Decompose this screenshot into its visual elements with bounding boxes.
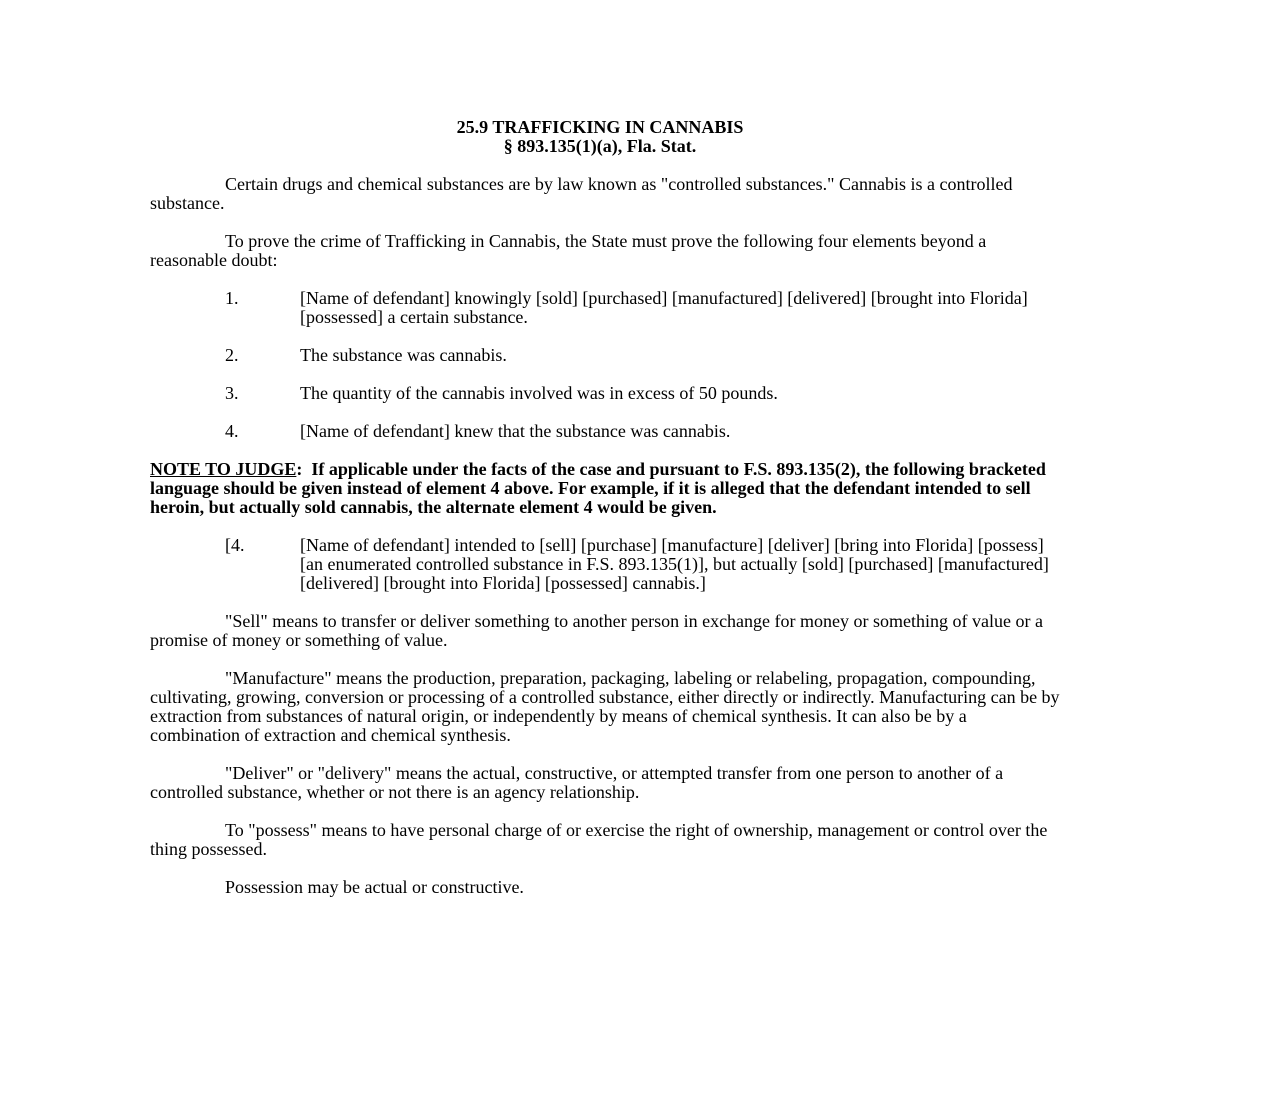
element-number: 4.: [225, 421, 239, 441]
element-text: [Name of defendant] knowingly [sold] [purchased] [manufactured] [delivered] [brought into Florida] [possessed] a certain substance.: [300, 288, 1028, 327]
element-number: [4.: [225, 535, 245, 555]
element-text: [Name of defendant] intended to [sell] [purchase] [manufacture] [deliver] [bring into Florida] [possess] [an enumerated controlled substance in F.S. 893.135(1)], but actually [sold] [purchased] [manufactured] [delivered] [brought into Florida] [possessed] cannabis.]: [300, 535, 1049, 593]
definition-sell: "Sell" means to transfer or deliver something to another person in exchange for money or something of value or a promise of money or something of value.: [150, 611, 1043, 650]
document-page: [150, 118, 1060, 897]
title-statute: § 893.135(1)(a), Fla. Stat.: [503, 136, 697, 156]
note-to-judge: NOTE TO JUDGE: If applicable under the facts of the case and pursuant to F.S. 893.135(2), the following bracketed language should be given instead of element 4 above. For example, if it is alleged that the defendant intended to sell heroin, but actually sold cannabis, the alternate element 4 would be given.: [150, 459, 1046, 517]
title-line-1: 25.9 TRAFFICKING IN CANNABIS: [456, 117, 744, 137]
elements-intro-paragraph: To prove the crime of Trafficking in Cannabis, the State must prove the following four elements beyond a reasonable doubt:: [150, 231, 987, 270]
element-number: 3.: [225, 383, 239, 403]
note-label: NOTE TO JUDGE: [150, 459, 297, 479]
element-text: [Name of defendant] knew that the substance was cannabis.: [300, 421, 731, 441]
element-item-3: [150, 384, 1060, 403]
element-text: The substance was cannabis.: [300, 345, 507, 365]
element-text: The quantity of the cannabis involved was in excess of 50 pounds.: [300, 383, 778, 403]
definition-possess: To "possess" means to have personal charge of or exercise the right of ownership, management or control over the thing possessed.: [150, 820, 1048, 859]
note-text: If applicable under the facts of the case and pursuant to F.S. 893.135(2), the following bracketed language should be given instead of element 4 above. For example, if it is alleged that the defendant intended to sell heroin, but actually sold cannabis, the alternate element 4 would be given.: [150, 459, 1046, 517]
element-item-1: [150, 289, 1060, 327]
element-number: 2.: [225, 345, 239, 365]
intro-paragraph: Certain drugs and chemical substances are by law known as "controlled substances." Cannabis is a controlled substance.: [150, 174, 1013, 213]
definition-possession: Possession may be actual or constructive.: [225, 877, 524, 897]
element-item-2: [150, 346, 1060, 365]
definition-deliver: "Deliver" or "delivery" means the actual, constructive, or attempted transfer from one person to another of a controlled substance, whether or not there is an agency relationship.: [150, 763, 1004, 802]
document-title: [150, 118, 1060, 156]
element-item-4: [150, 422, 1060, 441]
definition-manufacture: "Manufacture" means the production, preparation, packaging, labeling or relabeling, propagation, compounding, cultivating, growing, conversion or processing of a controlled substance, either directly or indirectly. Manufacturing can be by extraction from substances of natural origin, or independently by means of chemical synthesis. It can also be by a combination of extraction and chemical synthesis.: [150, 668, 1060, 745]
element-number: 1.: [225, 288, 239, 308]
alternate-element-item: [150, 536, 1060, 593]
